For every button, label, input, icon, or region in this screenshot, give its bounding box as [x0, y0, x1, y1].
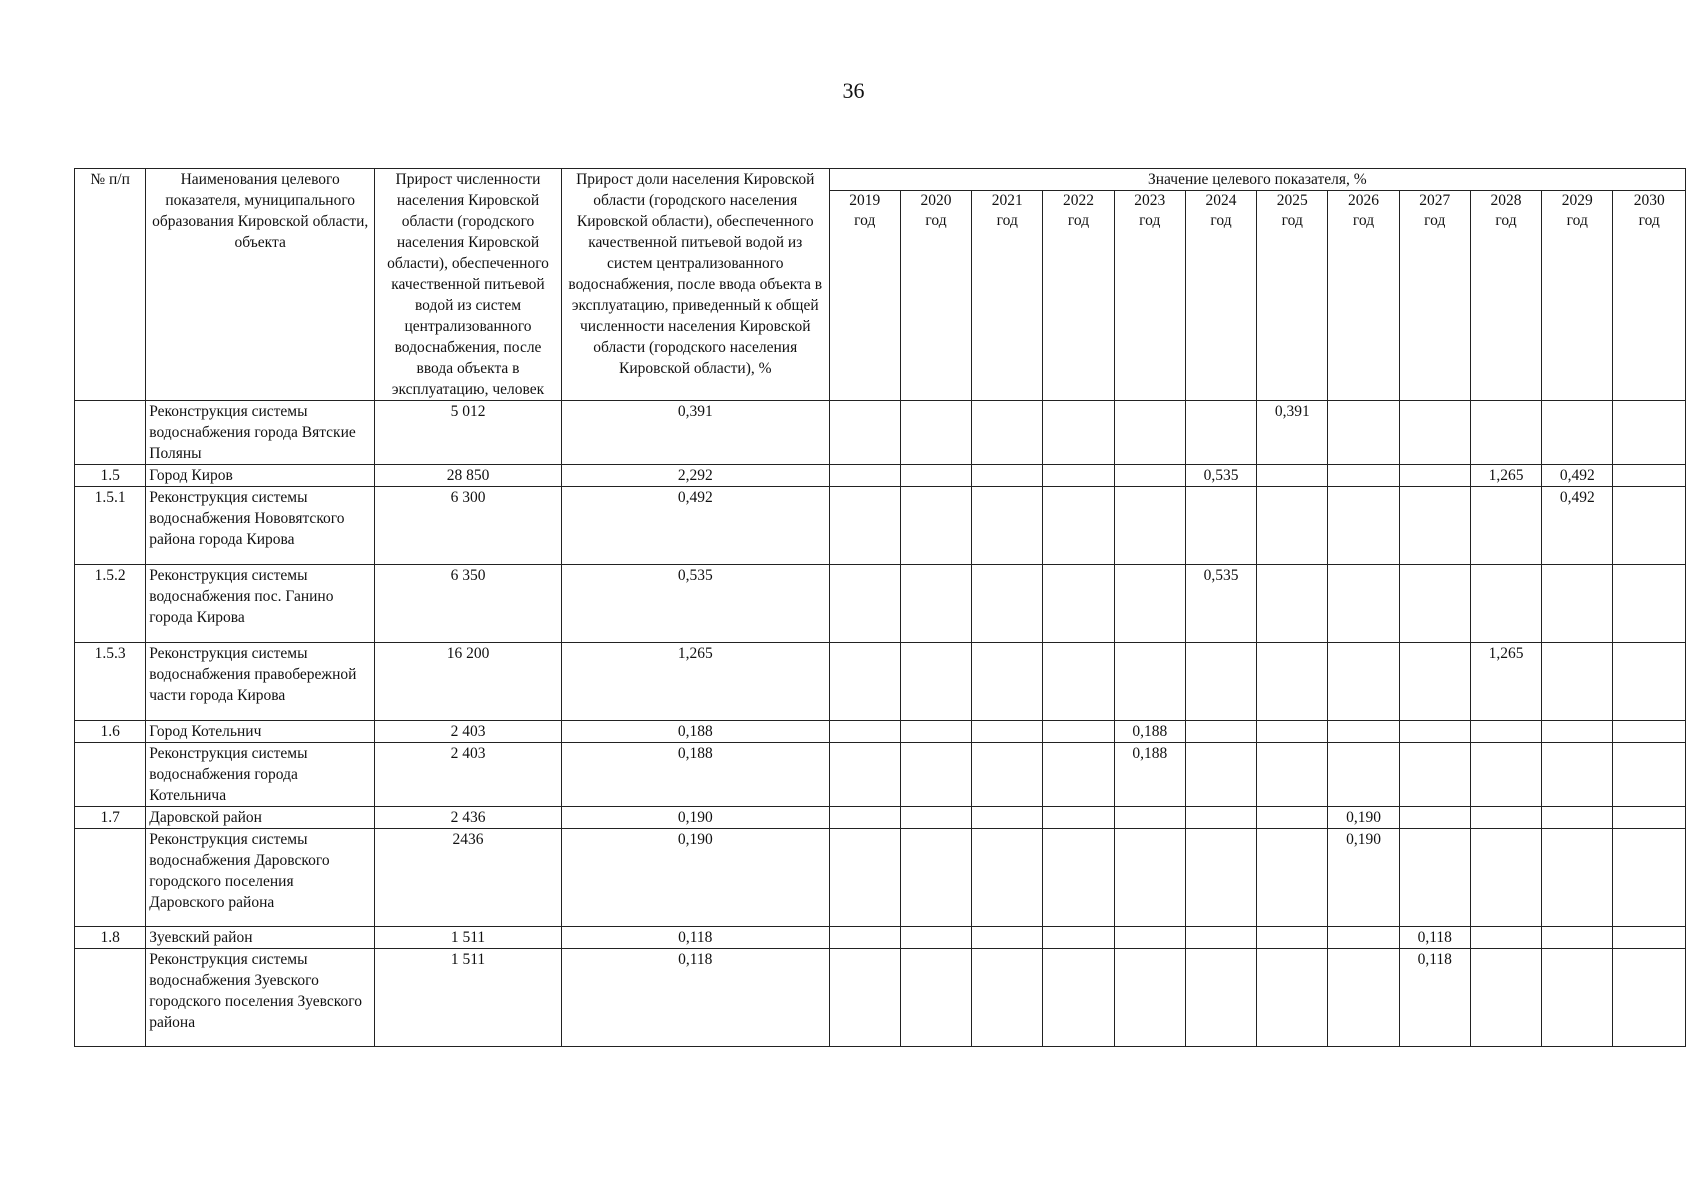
header-year-value: 2030 — [1633, 192, 1665, 209]
row-year-value-2023 — [1114, 401, 1185, 465]
row-year-value-2022 — [1043, 927, 1114, 949]
header-year-2022 — [1043, 191, 1114, 401]
row-year-value-2030 — [1613, 949, 1686, 1047]
header-year-2025 — [1257, 191, 1328, 401]
row-year-value-2027: 0,118 — [1399, 949, 1470, 1047]
row-year-value-2028 — [1470, 721, 1541, 743]
row-share-increase: 1,265 — [561, 643, 829, 721]
row-year-value-2028: 1,265 — [1470, 465, 1541, 487]
row-year-value-2020 — [900, 829, 971, 927]
row-year-value-2028 — [1470, 487, 1541, 565]
header-year-2019 — [829, 191, 900, 401]
row-year-value-2030 — [1613, 487, 1686, 565]
table-row — [75, 829, 1686, 927]
row-name: Реконструкция системы водоснабжения правобережной части города Кирова — [146, 643, 375, 721]
table-row — [75, 807, 1686, 829]
row-number: 1.5 — [75, 465, 146, 487]
row-number: 1.5.2 — [75, 565, 146, 643]
header-num: № п/п — [75, 169, 146, 401]
row-year-value-2027 — [1399, 565, 1470, 643]
row-year-value-2020 — [900, 949, 971, 1047]
row-year-value-2022 — [1043, 401, 1114, 465]
row-population-increase: 16 200 — [375, 643, 562, 721]
row-number — [75, 949, 146, 1047]
row-number: 1.8 — [75, 927, 146, 949]
row-year-value-2030 — [1613, 743, 1686, 807]
row-year-value-2027 — [1399, 643, 1470, 721]
row-share-increase: 0,190 — [561, 829, 829, 927]
target-indicator-table — [74, 168, 1686, 1047]
row-year-value-2028 — [1470, 927, 1541, 949]
row-name: Реконструкция системы водоснабжения Нововятского района города Кирова — [146, 487, 375, 565]
row-year-value-2023 — [1114, 807, 1185, 829]
table-row — [75, 401, 1686, 465]
header-share-increase: Прирост доли населения Кировской области (городского населения Кировской области), обеспеченного качественной питьевой водой из систем централизованного водоснабжения, после ввода объекта в эксплуатацию, приведенный к общей численности населения Кировской области (городского населения Кировской области), % — [561, 169, 829, 401]
row-name: Реконструкция системы водоснабжения города Вятские Поляны — [146, 401, 375, 465]
header-year-2028 — [1470, 191, 1541, 401]
row-year-value-2029 — [1542, 565, 1613, 643]
row-population-increase: 1 511 — [375, 927, 562, 949]
row-year-value-2019 — [829, 807, 900, 829]
header-year-2021 — [972, 191, 1043, 401]
row-year-value-2022 — [1043, 643, 1114, 721]
row-year-value-2026 — [1328, 949, 1399, 1047]
header-year-unit: год — [1424, 212, 1446, 229]
row-year-value-2028 — [1470, 565, 1541, 643]
row-population-increase: 5 012 — [375, 401, 562, 465]
header-name: Наименования целевого показателя, муниципального образования Кировской области, объекта — [146, 169, 375, 401]
row-year-value-2029 — [1542, 829, 1613, 927]
row-year-value-2024 — [1185, 927, 1256, 949]
row-population-increase: 2436 — [375, 829, 562, 927]
row-year-value-2021 — [972, 487, 1043, 565]
row-year-value-2023 — [1114, 829, 1185, 927]
header-year-value: 2027 — [1419, 192, 1451, 209]
row-year-value-2026 — [1328, 565, 1399, 643]
row-population-increase: 6 300 — [375, 487, 562, 565]
row-year-value-2026 — [1328, 401, 1399, 465]
row-year-value-2028 — [1470, 807, 1541, 829]
page-number: 36 — [842, 78, 865, 103]
row-name: Город Котельнич — [146, 721, 375, 743]
header-year-unit: год — [996, 212, 1018, 229]
row-year-value-2021 — [972, 401, 1043, 465]
row-share-increase: 2,292 — [561, 465, 829, 487]
row-year-value-2025 — [1257, 743, 1328, 807]
row-year-value-2022 — [1043, 949, 1114, 1047]
row-share-increase: 0,492 — [561, 487, 829, 565]
row-year-value-2026 — [1328, 465, 1399, 487]
row-year-value-2019 — [829, 643, 900, 721]
header-year-2027 — [1399, 191, 1470, 401]
row-name: Реконструкция системы водоснабжения Даровского городского поселения Даровского района — [146, 829, 375, 927]
row-share-increase: 0,535 — [561, 565, 829, 643]
row-year-value-2019 — [829, 465, 900, 487]
row-year-value-2027: 0,118 — [1399, 927, 1470, 949]
header-value-group: Значение целевого показателя, % — [829, 169, 1685, 191]
row-year-value-2030 — [1613, 927, 1686, 949]
header-year-value: 2023 — [1134, 192, 1166, 209]
row-number — [75, 743, 146, 807]
header-year-unit: год — [1139, 212, 1161, 229]
row-year-value-2028 — [1470, 743, 1541, 807]
row-share-increase: 0,190 — [561, 807, 829, 829]
row-year-value-2021 — [972, 807, 1043, 829]
header-year-value: 2029 — [1561, 192, 1593, 209]
header-year-2020 — [900, 191, 971, 401]
row-year-value-2029 — [1542, 401, 1613, 465]
row-year-value-2027 — [1399, 401, 1470, 465]
row-year-value-2028 — [1470, 401, 1541, 465]
row-year-value-2025 — [1257, 927, 1328, 949]
row-year-value-2019 — [829, 565, 900, 643]
row-year-value-2027 — [1399, 829, 1470, 927]
row-year-value-2026 — [1328, 927, 1399, 949]
row-year-value-2022 — [1043, 565, 1114, 643]
row-year-value-2024 — [1185, 401, 1256, 465]
row-year-value-2029: 0,492 — [1542, 487, 1613, 565]
row-year-value-2025 — [1257, 949, 1328, 1047]
row-year-value-2024 — [1185, 807, 1256, 829]
header-year-2026 — [1328, 191, 1399, 401]
row-number: 1.5.3 — [75, 643, 146, 721]
header-year-value: 2020 — [920, 192, 952, 209]
row-year-value-2022 — [1043, 807, 1114, 829]
row-year-value-2020 — [900, 487, 971, 565]
row-year-value-2027 — [1399, 743, 1470, 807]
row-name: Реконструкция системы водоснабжения города Котельнича — [146, 743, 375, 807]
row-year-value-2026 — [1328, 721, 1399, 743]
row-year-value-2029 — [1542, 927, 1613, 949]
row-year-value-2026: 0,190 — [1328, 807, 1399, 829]
row-year-value-2026 — [1328, 643, 1399, 721]
header-year-value: 2022 — [1063, 192, 1095, 209]
row-year-value-2020 — [900, 401, 971, 465]
row-year-value-2020 — [900, 927, 971, 949]
row-year-value-2019 — [829, 401, 900, 465]
row-year-value-2028: 1,265 — [1470, 643, 1541, 721]
row-year-value-2020 — [900, 721, 971, 743]
row-year-value-2019 — [829, 487, 900, 565]
row-year-value-2021 — [972, 949, 1043, 1047]
row-year-value-2025 — [1257, 807, 1328, 829]
row-year-value-2021 — [972, 465, 1043, 487]
row-year-value-2019 — [829, 829, 900, 927]
row-year-value-2025 — [1257, 643, 1328, 721]
row-year-value-2020 — [900, 465, 971, 487]
row-year-value-2024: 0,535 — [1185, 465, 1256, 487]
row-number: 1.6 — [75, 721, 146, 743]
row-name: Город Киров — [146, 465, 375, 487]
row-name: Зуевский район — [146, 927, 375, 949]
header-year-2029 — [1542, 191, 1613, 401]
header-year-2024 — [1185, 191, 1256, 401]
row-year-value-2026 — [1328, 487, 1399, 565]
row-year-value-2022 — [1043, 487, 1114, 565]
table-row — [75, 643, 1686, 721]
row-year-value-2029 — [1542, 743, 1613, 807]
row-year-value-2029 — [1542, 721, 1613, 743]
row-population-increase: 6 350 — [375, 565, 562, 643]
row-number: 1.5.1 — [75, 487, 146, 565]
header-year-value: 2019 — [849, 192, 881, 209]
row-year-value-2022 — [1043, 465, 1114, 487]
row-name: Реконструкция системы водоснабжения Зуевского городского поселения Зуевского района — [146, 949, 375, 1047]
header-year-value: 2026 — [1348, 192, 1380, 209]
row-year-value-2020 — [900, 807, 971, 829]
row-year-value-2027 — [1399, 807, 1470, 829]
header-year-2030 — [1613, 191, 1686, 401]
row-year-value-2024: 0,535 — [1185, 565, 1256, 643]
row-year-value-2026: 0,190 — [1328, 829, 1399, 927]
row-year-value-2030 — [1613, 401, 1686, 465]
header-year-2023 — [1114, 191, 1185, 401]
header-year-value: 2025 — [1276, 192, 1308, 209]
row-year-value-2027 — [1399, 465, 1470, 487]
header-year-value: 2021 — [991, 192, 1023, 209]
row-year-value-2019 — [829, 927, 900, 949]
row-share-increase: 0,188 — [561, 743, 829, 807]
table-row — [75, 743, 1686, 807]
row-year-value-2027 — [1399, 721, 1470, 743]
row-year-value-2024 — [1185, 829, 1256, 927]
row-year-value-2028 — [1470, 829, 1541, 927]
header-year-unit: год — [1281, 212, 1303, 229]
header-year-unit: год — [1495, 212, 1517, 229]
row-year-value-2022 — [1043, 829, 1114, 927]
row-population-increase: 28 850 — [375, 465, 562, 487]
table-row — [75, 565, 1686, 643]
row-population-increase: 2 403 — [375, 743, 562, 807]
header-year-unit: год — [1566, 212, 1588, 229]
row-year-value-2021 — [972, 565, 1043, 643]
header-year-unit: год — [1210, 212, 1232, 229]
row-year-value-2023 — [1114, 487, 1185, 565]
row-year-value-2022 — [1043, 721, 1114, 743]
row-year-value-2029 — [1542, 643, 1613, 721]
row-population-increase: 2 403 — [375, 721, 562, 743]
row-number — [75, 829, 146, 927]
header-year-unit: год — [1352, 212, 1375, 229]
row-year-value-2029: 0,492 — [1542, 465, 1613, 487]
row-year-value-2023: 0,188 — [1114, 743, 1185, 807]
row-year-value-2019 — [829, 949, 900, 1047]
table-row — [75, 721, 1686, 743]
row-number — [75, 401, 146, 465]
row-year-value-2021 — [972, 927, 1043, 949]
row-share-increase: 0,188 — [561, 721, 829, 743]
header-year-value: 2028 — [1490, 192, 1522, 209]
row-population-increase: 1 511 — [375, 949, 562, 1047]
row-year-value-2023 — [1114, 643, 1185, 721]
row-year-value-2030 — [1613, 465, 1686, 487]
row-year-value-2019 — [829, 743, 900, 807]
row-year-value-2025 — [1257, 721, 1328, 743]
table-row — [75, 487, 1686, 565]
row-year-value-2021 — [972, 743, 1043, 807]
row-year-value-2020 — [900, 743, 971, 807]
row-year-value-2021 — [972, 721, 1043, 743]
row-year-value-2023: 0,188 — [1114, 721, 1185, 743]
row-year-value-2025 — [1257, 565, 1328, 643]
row-year-value-2023 — [1114, 465, 1185, 487]
row-year-value-2022 — [1043, 743, 1114, 807]
row-year-value-2025 — [1257, 487, 1328, 565]
row-year-value-2030 — [1613, 565, 1686, 643]
row-year-value-2023 — [1114, 949, 1185, 1047]
header-year-unit: год — [1638, 212, 1660, 229]
row-year-value-2021 — [972, 829, 1043, 927]
row-number: 1.7 — [75, 807, 146, 829]
row-population-increase: 2 436 — [375, 807, 562, 829]
header-population-increase: Прирост численности населения Кировской области (городского населения Кировской области), обеспеченного качественной питьевой водой из систем централизованного водоснабжения, после ввода объекта в эксплуатацию, человек — [375, 169, 562, 401]
row-year-value-2024 — [1185, 643, 1256, 721]
row-year-value-2024 — [1185, 743, 1256, 807]
row-year-value-2030 — [1613, 643, 1686, 721]
row-year-value-2030 — [1613, 807, 1686, 829]
row-year-value-2020 — [900, 565, 971, 643]
row-year-value-2027 — [1399, 487, 1470, 565]
row-year-value-2024 — [1185, 721, 1256, 743]
row-year-value-2023 — [1114, 565, 1185, 643]
row-year-value-2023 — [1114, 927, 1185, 949]
row-year-value-2021 — [972, 643, 1043, 721]
table-row — [75, 465, 1686, 487]
header-year-unit: год — [854, 212, 876, 229]
row-year-value-2024 — [1185, 487, 1256, 565]
row-year-value-2029 — [1542, 807, 1613, 829]
row-year-value-2028 — [1470, 949, 1541, 1047]
table-row — [75, 927, 1686, 949]
header-year-unit: год — [925, 212, 947, 229]
table-body — [75, 401, 1686, 1047]
row-year-value-2024 — [1185, 949, 1256, 1047]
row-year-value-2026 — [1328, 743, 1399, 807]
row-name: Реконструкция системы водоснабжения пос. Ганино города Кирова — [146, 565, 375, 643]
row-year-value-2025: 0,391 — [1257, 401, 1328, 465]
row-year-value-2025 — [1257, 829, 1328, 927]
row-year-value-2030 — [1613, 721, 1686, 743]
row-share-increase: 0,118 — [561, 949, 829, 1047]
table-row — [75, 949, 1686, 1047]
row-year-value-2020 — [900, 643, 971, 721]
row-share-increase: 0,118 — [561, 927, 829, 949]
row-share-increase: 0,391 — [561, 401, 829, 465]
row-year-value-2019 — [829, 721, 900, 743]
header-year-value: 2024 — [1205, 192, 1237, 209]
header-year-unit: год — [1067, 212, 1090, 229]
row-year-value-2025 — [1257, 465, 1328, 487]
row-year-value-2030 — [1613, 829, 1686, 927]
row-year-value-2029 — [1542, 949, 1613, 1047]
table-header — [75, 169, 1686, 401]
row-name: Даровской район — [146, 807, 375, 829]
